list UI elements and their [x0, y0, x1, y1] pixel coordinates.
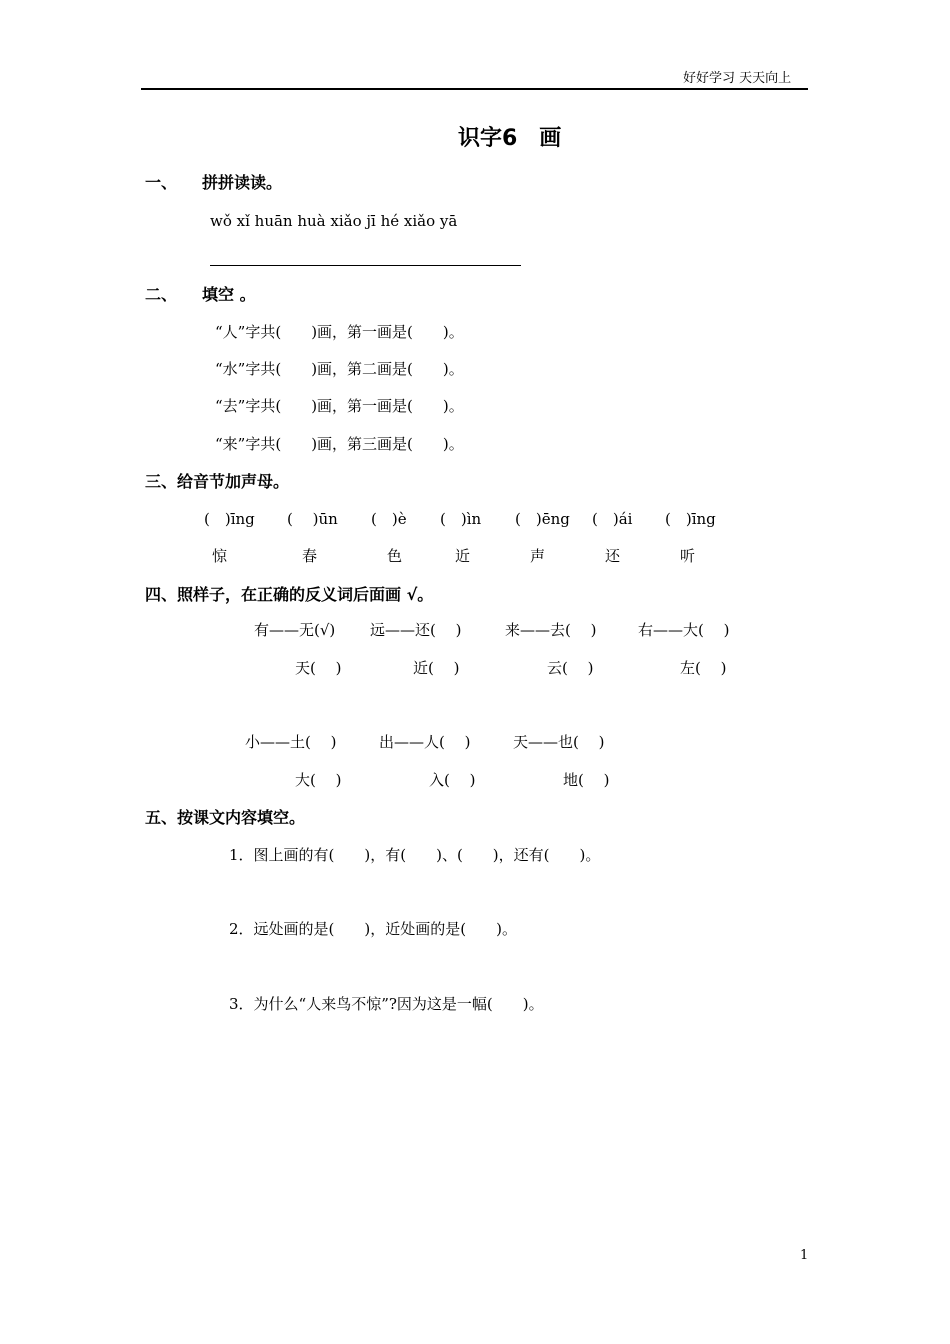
- syllable-char: 色: [387, 547, 403, 565]
- antonym-option: 近( ): [413, 659, 460, 677]
- syllable-blank: ( )ìn: [440, 510, 482, 528]
- syllable-blank: ( )īng: [204, 510, 255, 528]
- antonym-option: 入( ): [429, 771, 476, 789]
- header-rule: [141, 88, 808, 90]
- syllable-char: 近: [455, 547, 471, 565]
- section-1-heading: 拼拼读读。: [202, 173, 283, 192]
- section-3-heading: 三、给音节加声母。: [145, 472, 290, 491]
- fill-line: “人”字共( )画，第一画是( )。: [215, 323, 464, 341]
- antonym-pair: 来——去( ): [505, 621, 597, 639]
- section-5-heading: 五、按课文内容填空。: [145, 808, 306, 827]
- antonym-option: 云( ): [547, 659, 594, 677]
- question-item: 2．远处画的是( )，近处画的是( )。: [229, 920, 517, 938]
- antonym-pair: 小——土( ): [245, 733, 337, 751]
- syllable-blank: ( )è: [371, 510, 407, 528]
- syllable-blank: ( )ái: [592, 510, 633, 528]
- syllable-char: 惊: [212, 547, 228, 565]
- antonym-pair: 天——也( ): [513, 733, 605, 751]
- section-1-number: 一、: [145, 173, 178, 192]
- syllable-char: 还: [605, 547, 621, 565]
- fill-line: “来”字共( )画，第三画是( )。: [215, 435, 464, 453]
- section-2-heading: 填空 。: [202, 285, 256, 304]
- syllable-blank: ( )īng: [665, 510, 716, 528]
- syllable-char: 听: [680, 547, 696, 565]
- antonym-pair: 有——无(√): [254, 621, 336, 639]
- fill-line: “去”字共( )画，第一画是( )。: [215, 397, 464, 415]
- header-motto: 好好学习 天天向上: [683, 71, 792, 86]
- antonym-option: 天( ): [295, 659, 342, 677]
- antonym-pair: 右——大( ): [638, 621, 730, 639]
- fill-line: “水”字共( )画，第二画是( )。: [215, 360, 464, 378]
- section-1-pinyin: wǒ xǐ huān huà xiǎo jī hé xiǎo yā: [210, 212, 458, 230]
- antonym-option: 大( ): [295, 771, 342, 789]
- antonym-pair: 远——还( ): [370, 621, 462, 639]
- section-1-answer-line[interactable]: [210, 265, 521, 266]
- page-number: 1: [800, 1248, 809, 1263]
- question-item: 1．图上画的有( )，有( )、( )，还有( )。: [229, 846, 601, 864]
- antonym-option: 左( ): [680, 659, 727, 677]
- antonym-option: 地( ): [563, 771, 610, 789]
- syllable-blank: ( )ūn: [287, 510, 338, 528]
- syllable-char: 春: [302, 547, 318, 565]
- section-2-number: 二、: [145, 285, 178, 304]
- page-title: 识字6 画: [458, 126, 562, 151]
- syllable-blank: ( )ēng: [515, 510, 570, 528]
- antonym-pair: 出——人( ): [379, 733, 471, 751]
- section-4-heading: 四、照样子，在正确的反义词后面画 √。: [145, 585, 434, 604]
- question-item: 3．为什么“人来鸟不惊”?因为这是一幅( )。: [229, 995, 544, 1013]
- syllable-char: 声: [530, 547, 546, 565]
